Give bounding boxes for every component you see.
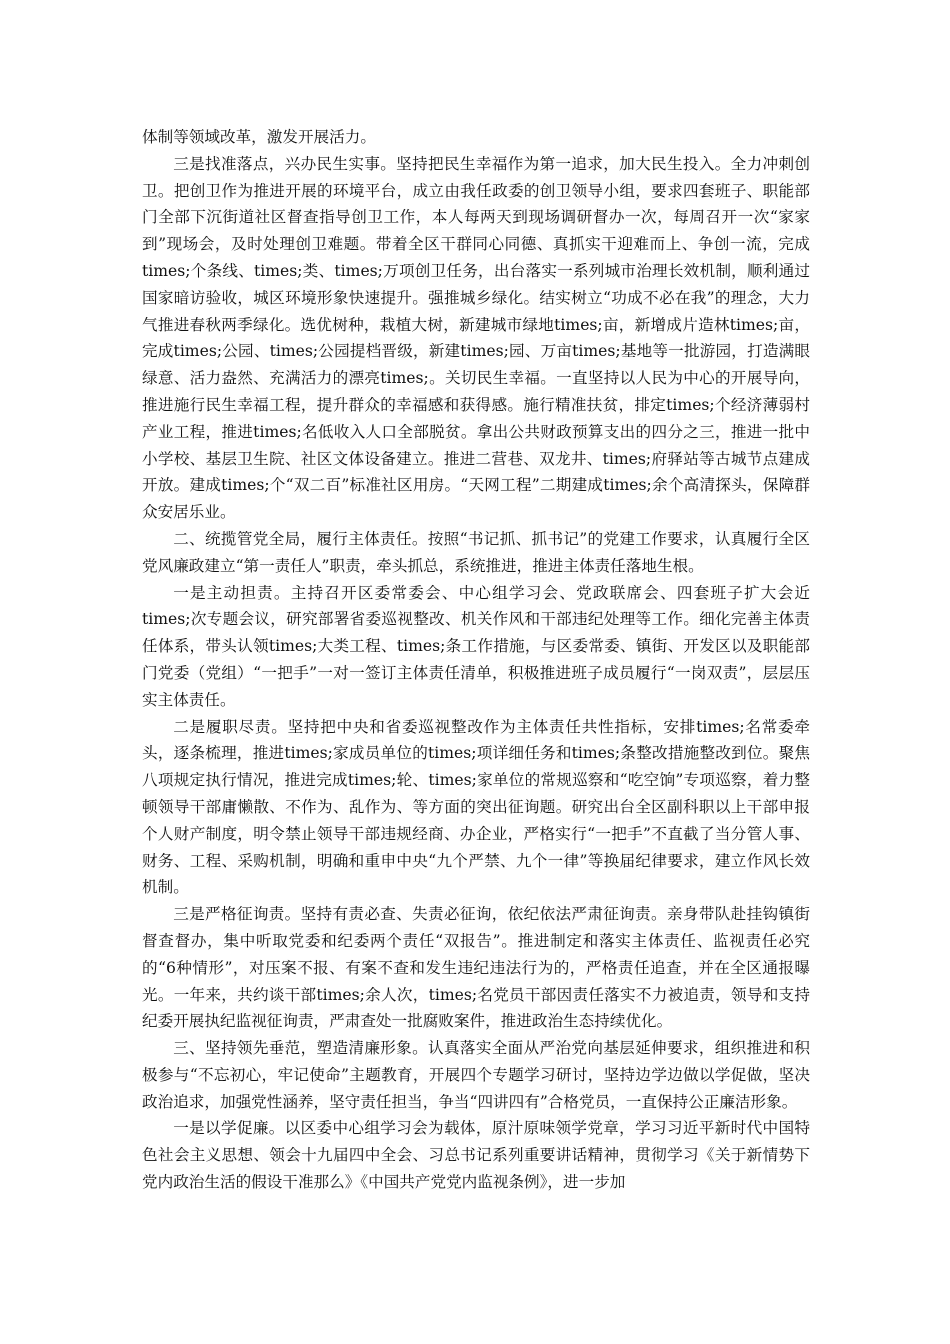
paragraph-1: 体制等领域改革，激发开展活力。 xyxy=(142,128,376,146)
paragraph-2: 三是找准落点，兴办民生实事。坚持把民生幸福作为第一追求，加大民生投入。全力冲刺创卫。把创卫作为推进开展的环境平台，成立由我任政委的创卫领导小组，要求四套班子、职能部门全部下沉街道社区督查指导创卫工作，本人每两天到现场调研督办一次，每周召开一次“家家到”现场会，及时处理创卫难题。带着全区干群同心同德、真抓实干迎难而上、争创一流，完成times;个条线、times;类、times;万项创卫任务，出台落实一系列城市治理长效机制，顺利通过国家暗访验收，城区环境形象快速提升。强推城乡绿化。结实树立“功成不必在我”的理念，大力气推进春秋两季绿化。选优树种，栽植大树，新建城市绿地times;亩，新增成片造林times;亩，完成times;公园、times;公园提档晋级，新建times;园、万亩times;基地等一批游园，打造满眼绿意、活力盎然、充满活力的漂亮times;。关切民生幸福。一直坚持以人民为中心的开展导向，推进施行民生幸福工程，提升群众的幸福感和获得感。施行精准扶贫，排定times;个经济薄弱村产业工程，推进times;名低收入人口全部脱贫。拿出公共财政预算支出的四分之三，推进一批中小学校、基层卫生院、社区文体设备建立。推进二营巷、双龙井、times;府驿站等古城节点建成开放。建成times;个“双二百”标准社区用房。“天网工程”二期建成times;余个高清探头，保障群众安居乐业。 xyxy=(142,154,810,522)
paragraph-3: 二、统揽管党全局，履行主体责任。按照“书记抓、抓书记”的党建工作要求，认真履行全区党风廉政建立“第一责任人”职责，牵头抓总，系统推进，推进主体责任落地生根。 xyxy=(142,529,810,575)
paragraph-5: 二是履职尽责。坚持把中央和省委巡视整改作为主体责任共性指标，安排times;名常委牵头，逐条梳理，推进times;家成员单位的times;项详细任务和times;条整改措施整改到位。聚焦八项规定执行情况，推进完成times;轮、times;家单位的常规巡察和“吃空饷”专项巡察，着力整顿领导干部庸懒散、不作为、乱作为、等方面的突出征询题。研究出台全区副科职以上干部申报个人财产制度，明令禁止领导干部违规经商、办企业，严格实行“一把手”不直截了当分管人事、财务、工程、采购机制，明确和重申中央“九个严禁、九个一律”等换届纪律要求，建立作风长效机制。 xyxy=(142,717,810,897)
paragraph-4: 一是主动担责。主持召开区委常委会、中心组学习会、党政联席会、四套班子扩大会近times;次专题会议，研究部署省委巡视整改、机关作风和干部违纪处理等工作。细化完善主体责任体系，带头认领times;大类工程、times;条工作措施，与区委常委、镇街、开发区以及职能部门党委（党组）“一把手”一对一签订主体责任清单，积极推进班子成员履行“一岗双责”，层层压实主体责任。 xyxy=(142,583,810,709)
paragraph-8: 一是以学促廉。以区委中心组学习会为载体，原汁原味领学党章，学习习近平新时代中国特色社会主义思想、领会十九届四中全会、习总书记系列重要讲话精神，贯彻学习《关于新情势下党内政治生活的假设干准那么》《中国共产党党内监视条例》，进一步加 xyxy=(142,1119,810,1192)
paragraph-6: 三是严格征询责。坚持有责必查、失责必征询，依纪依法严肃征询责。亲身带队赴挂钩镇街督查督办，集中听取党委和纪委两个责任“双报告”。推进制定和落实主体责任、监视责任必究的“6种情形”，对压案不报、有案不查和发生违纪违法行为的，严格责任追查，并在全区通报曝光。一年来，共约谈干部times;余人次，times;名党员干部因责任落实不力被追责，领导和支持纪委开展执纪监视征询责，严肃查处一批腐败案件，推进政治生态持续优化。 xyxy=(142,905,810,1031)
paragraph-7: 三、坚持领先垂范，塑造清廉形象。认真落实全面从严治党向基层延伸要求，组织推进和积极参与“不忘初心，牢记使命”主题教育，开展四个专题学习研讨，坚持边学边做以学促做，坚决政治追求，加强党性涵养，坚守责任担当，争当“四讲四有”合格党员，一直保持公正廉洁形象。 xyxy=(142,1039,810,1111)
document-page xyxy=(142,124,810,1196)
